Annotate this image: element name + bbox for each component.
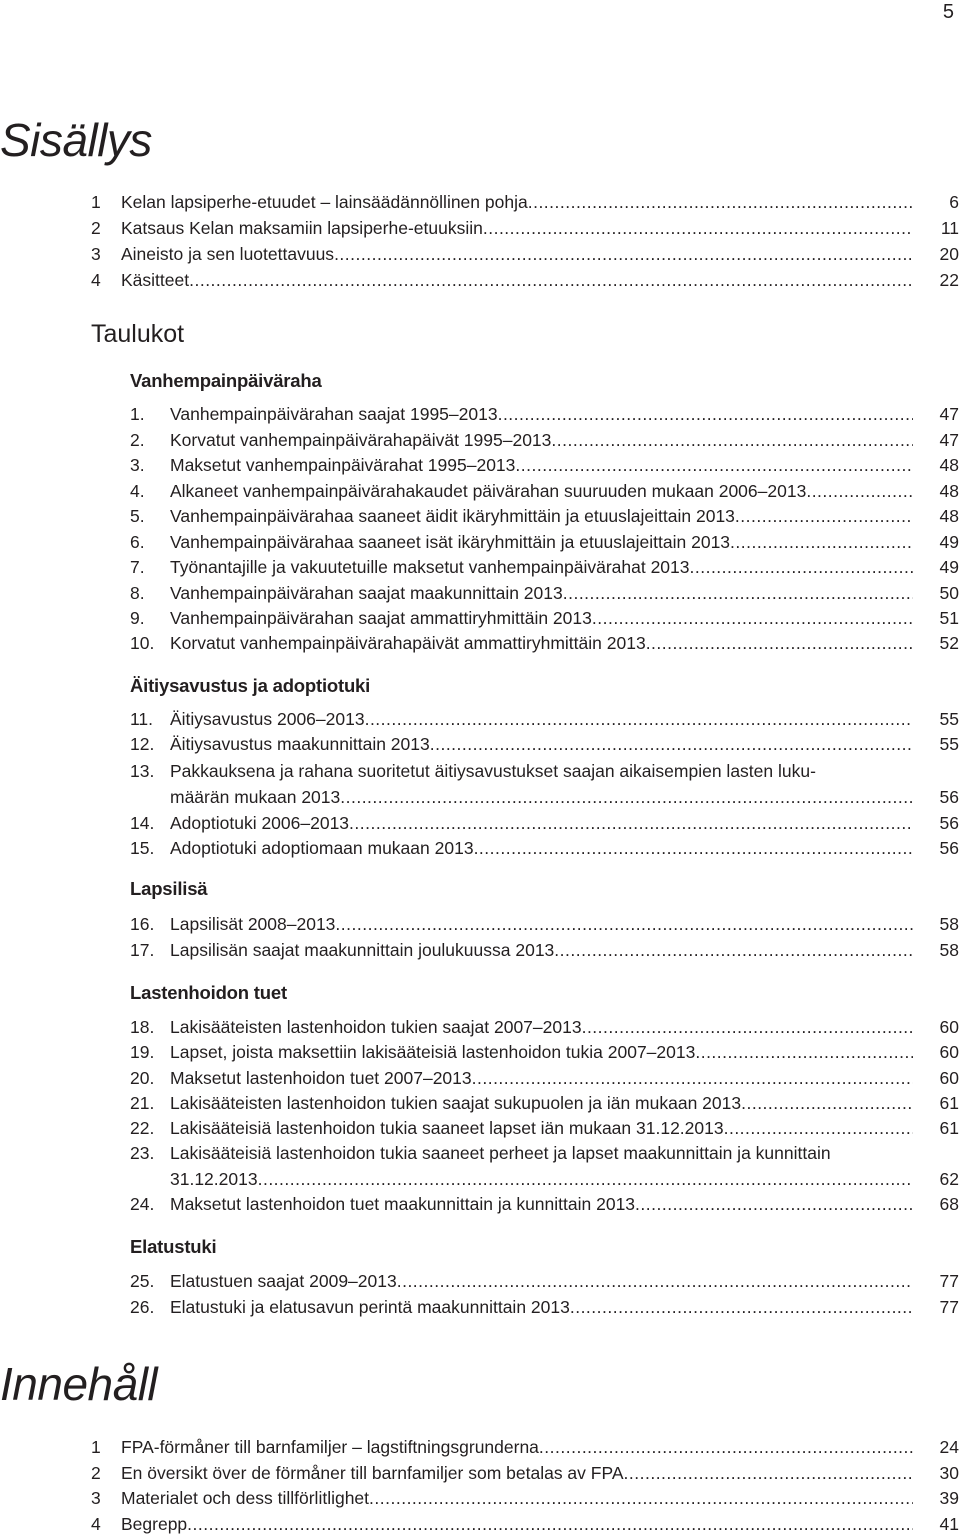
- entry-page: 60: [939, 1068, 959, 1088]
- entry-title: Työnantajille ja vakuutetuille maksetut vanhempainpäivärahat 2013: [170, 557, 690, 577]
- entry-number: 12.: [130, 734, 155, 754]
- entry-page: 77: [939, 1297, 959, 1317]
- entry-number: 17.: [130, 940, 155, 960]
- entry-page: 58: [939, 914, 959, 934]
- toc-entry[interactable]: [91, 913, 959, 935]
- entry-page: 52: [939, 633, 959, 653]
- entry-number: 7.: [130, 557, 145, 577]
- toc-entry[interactable]: [91, 217, 959, 239]
- entry-number: 16.: [130, 914, 155, 934]
- entry-title-continued: määrän mukaan 2013: [170, 787, 341, 807]
- entry-page: 41: [939, 1514, 959, 1534]
- entry-number: 24.: [130, 1194, 155, 1214]
- section-heading-parental-allowance: Vanhempainpäiväraha: [130, 370, 322, 391]
- entry-page: 48: [939, 455, 959, 475]
- entry-page: 49: [939, 532, 959, 552]
- dot-leader: [528, 191, 913, 213]
- entry-page: 48: [939, 481, 959, 501]
- section-heading-childcare-allowances: Lastenhoidon tuet: [130, 982, 287, 1003]
- dot-leader: [806, 480, 913, 502]
- entry-page: 62: [939, 1169, 959, 1189]
- dot-leader: [735, 505, 913, 527]
- entry-number: 26.: [130, 1297, 155, 1317]
- toc-entry[interactable]: [91, 1092, 959, 1114]
- entry-number: 10.: [130, 633, 155, 653]
- toc-entry[interactable]: [91, 1016, 959, 1038]
- entry-number: 3: [91, 1488, 101, 1508]
- toc-entry[interactable]: [91, 403, 959, 425]
- entry-title: Adoptiotuki adoptiomaan mukaan 2013: [170, 838, 474, 858]
- entry-title: Lapsilisän saajat maakunnittain joulukuussa 2013: [170, 940, 555, 960]
- entry-title: Lakisääteisiä lastenhoidon tukia saaneet perheet ja lapset maakunnittain ja kunnittain: [170, 1143, 831, 1163]
- entry-number: 19.: [130, 1042, 155, 1062]
- toc-entry[interactable]: [91, 1487, 959, 1509]
- dot-leader: [349, 812, 913, 834]
- toc-entry[interactable]: [91, 269, 959, 291]
- dot-leader: [365, 708, 913, 730]
- entry-page: 50: [939, 583, 959, 603]
- entry-title: Lapsilisät 2008–2013: [170, 914, 336, 934]
- entry-number: 15.: [130, 838, 155, 858]
- entry-title: Lapset, joista maksettiin lakisääteisiä lastenhoidon tukia 2007–2013: [170, 1042, 696, 1062]
- toc-entry-continuation[interactable]: [91, 786, 959, 808]
- dot-leader: [592, 607, 913, 629]
- toc-entry[interactable]: [91, 243, 959, 265]
- entry-title: Kelan lapsiperhe-etuudet – lainsäädännöllinen pohja: [121, 192, 528, 212]
- entry-title-continued: 31.12.2013: [170, 1169, 258, 1189]
- entry-number: 1: [91, 1437, 101, 1457]
- entry-number: 1.: [130, 404, 145, 424]
- section-heading-maintenance-allowance: Elatustuki: [130, 1236, 217, 1257]
- dot-leader: [340, 786, 913, 808]
- entry-title: Äitiysavustus maakunnittain 2013: [170, 734, 430, 754]
- entry-number: 22.: [130, 1118, 155, 1138]
- dot-leader: [624, 1462, 913, 1484]
- tables-subheading: Taulukot: [91, 320, 185, 348]
- entry-title: Vanhempainpäivärahan saajat maakunnittain 2013: [170, 583, 563, 603]
- entry-title: En översikt över de förmåner till barnfamiljer som betalas av FPA: [121, 1463, 624, 1483]
- toc-entry[interactable]: [91, 607, 959, 629]
- toc-entry[interactable]: [91, 505, 959, 527]
- toc-entry[interactable]: [91, 1193, 959, 1215]
- entry-number: 4.: [130, 481, 145, 501]
- dot-leader: [334, 243, 913, 265]
- entry-page: 55: [939, 709, 959, 729]
- entry-number: 3: [91, 244, 101, 264]
- dot-leader: [551, 429, 913, 451]
- toc-entry[interactable]: [91, 1142, 959, 1164]
- toc-entry[interactable]: [91, 582, 959, 604]
- toc-entry[interactable]: [91, 556, 959, 578]
- entry-page: 60: [939, 1042, 959, 1062]
- entry-title: Lakisääteisten lastenhoidon tukien saajat 2007–2013: [170, 1017, 582, 1037]
- entry-number: 9.: [130, 608, 145, 628]
- toc-entry[interactable]: [91, 837, 959, 859]
- entry-number: 5.: [130, 506, 145, 526]
- entry-title: Alkaneet vanhempainpäivärahakaudet päivärahan suuruuden mukaan 2006–2013: [170, 481, 807, 501]
- dot-leader: [472, 1067, 913, 1089]
- dot-leader: [258, 1168, 913, 1190]
- entry-title: Lakisääteisiä lastenhoidon tukia saaneet lapset iän mukaan 31.12.2013: [170, 1118, 724, 1138]
- entry-number: 2: [91, 1463, 101, 1483]
- entry-page: 6: [949, 192, 959, 212]
- toc-entry[interactable]: [91, 429, 959, 451]
- dot-leader: [635, 1193, 913, 1215]
- dot-leader: [570, 1296, 913, 1318]
- dot-leader: [369, 1487, 913, 1509]
- entry-title: Katsaus Kelan maksamiin lapsiperhe-etuuksiin: [121, 218, 483, 238]
- entry-title: Vanhempainpäivärahaa saaneet isät ikäryhmittäin ja etuuslajeittain 2013: [170, 532, 731, 552]
- entry-number: 2.: [130, 430, 145, 450]
- toc-entry[interactable]: [91, 454, 959, 476]
- dot-leader: [554, 939, 913, 961]
- toc-entry[interactable]: [91, 632, 959, 654]
- contents-heading-fi: Sisällys: [0, 114, 152, 166]
- entry-page: 56: [939, 787, 959, 807]
- toc-entry[interactable]: [91, 812, 959, 834]
- entry-page: 11: [940, 218, 959, 238]
- entry-title: FPA-förmåner till barnfamiljer – lagstiftningsgrunderna: [121, 1437, 539, 1457]
- entry-title: Äitiysavustus 2006–2013: [170, 709, 365, 729]
- toc-entry[interactable]: [91, 1513, 959, 1535]
- section-heading-child-benefit: Lapsilisä: [130, 878, 208, 899]
- dot-leader: [397, 1270, 913, 1292]
- entry-page: 61: [939, 1118, 959, 1138]
- toc-entry[interactable]: [91, 733, 959, 755]
- dot-leader: [483, 217, 913, 239]
- entry-number: 8.: [130, 583, 145, 603]
- entry-number: 4: [91, 1514, 101, 1534]
- entry-title: Vanhempainpäivärahan saajat ammattiryhmittäin 2013: [170, 608, 592, 628]
- entry-page: 68: [939, 1194, 959, 1214]
- dot-leader: [539, 1436, 913, 1458]
- entry-title: Begrepp: [121, 1514, 188, 1534]
- entry-title: Materialet och dess tillförlitlighet: [121, 1488, 370, 1508]
- entry-number: 11.: [130, 709, 154, 729]
- toc-entry[interactable]: [91, 708, 959, 730]
- entry-title: Vanhempainpäivärahaa saaneet äidit ikäryhmittäin ja etuuslajeittain 2013: [170, 506, 735, 526]
- entry-number: 20.: [130, 1068, 155, 1088]
- entry-number: 6.: [130, 532, 145, 552]
- entry-number: 2: [91, 218, 101, 238]
- toc-entry[interactable]: [91, 1462, 959, 1484]
- toc-entry[interactable]: [91, 1067, 959, 1089]
- entry-number: 25.: [130, 1271, 155, 1291]
- dot-leader: [724, 1117, 913, 1139]
- dot-leader: [690, 556, 914, 578]
- entry-title: Aineisto ja sen luotettavuus: [121, 244, 335, 264]
- entry-title: Adoptiotuki 2006–2013: [170, 813, 350, 833]
- entry-title: Maksetut lastenhoidon tuet maakunnittain ja kunnittain 2013: [170, 1194, 636, 1214]
- entry-page: 58: [939, 940, 959, 960]
- entry-page: 56: [939, 813, 959, 833]
- entry-number: 13.: [130, 761, 155, 781]
- toc-entry[interactable]: [91, 1296, 959, 1318]
- entry-page: 47: [939, 430, 959, 450]
- entry-number: 21.: [130, 1093, 155, 1113]
- entry-number: 3.: [130, 455, 145, 475]
- entry-title: Lakisääteisten lastenhoidon tukien saajat sukupuolen ja iän mukaan 2013: [170, 1093, 742, 1113]
- toc-entry-continuation[interactable]: [91, 1168, 959, 1190]
- entry-page: 77: [939, 1271, 959, 1291]
- dot-leader: [582, 1016, 913, 1038]
- entry-page: 49: [939, 557, 959, 577]
- toc-entry[interactable]: [91, 1117, 959, 1139]
- entry-page: 30: [939, 1463, 959, 1483]
- entry-title: Korvatut vanhempainpäivärahapäivät 1995–2013: [170, 430, 552, 450]
- toc-entry[interactable]: [91, 760, 959, 782]
- dot-leader: [187, 1513, 913, 1535]
- dot-leader: [695, 1041, 913, 1063]
- dot-leader: [189, 269, 913, 291]
- entry-title: Elatustuki ja elatusavun perintä maakunnittain 2013: [170, 1297, 570, 1317]
- toc-entry[interactable]: [91, 480, 959, 502]
- page-number: 5: [942, 1, 954, 23]
- toc-entry[interactable]: [91, 1270, 959, 1292]
- entry-title: Elatustuen saajat 2009–2013: [170, 1271, 397, 1291]
- toc-entry[interactable]: [91, 191, 959, 213]
- entry-page: 47: [939, 404, 959, 424]
- entry-page: 24: [939, 1437, 959, 1457]
- entry-title: Pakkauksena ja rahana suoritetut äitiysavustukset saajan aikaisempien lasten luku-: [170, 761, 816, 781]
- entry-page: 61: [939, 1093, 959, 1113]
- entry-page: 22: [939, 270, 959, 290]
- entry-page: 51: [939, 608, 959, 628]
- entry-title: Maksetut lastenhoidon tuet 2007–2013: [170, 1068, 472, 1088]
- entry-title: Maksetut vanhempainpäivärahat 1995–2013: [170, 455, 516, 475]
- dot-leader: [730, 531, 913, 553]
- dot-leader: [498, 403, 913, 425]
- dot-leader: [563, 582, 913, 604]
- entry-number: 1: [91, 192, 101, 212]
- entry-page: 56: [939, 838, 959, 858]
- dot-leader: [430, 733, 913, 755]
- contents-heading-sv: Innehåll: [0, 1358, 158, 1410]
- entry-page: 39: [939, 1488, 959, 1508]
- dot-leader: [474, 837, 913, 859]
- entry-number: 4: [91, 270, 101, 290]
- toc-entry[interactable]: [91, 1041, 959, 1063]
- dot-leader: [515, 454, 913, 476]
- section-heading-maternity-grant: Äitiysavustus ja adoptiotuki: [130, 675, 371, 696]
- entry-number: 23.: [130, 1143, 155, 1163]
- entry-title: Käsitteet: [121, 270, 190, 290]
- entry-page: 60: [939, 1017, 959, 1037]
- entry-title: Korvatut vanhempainpäivärahapäivät ammattiryhmittäin 2013: [170, 633, 646, 653]
- toc-entry[interactable]: [91, 1436, 959, 1458]
- toc-entry[interactable]: [91, 531, 959, 553]
- dot-leader: [741, 1092, 913, 1114]
- entry-page: 20: [939, 244, 959, 264]
- dot-leader: [646, 632, 913, 654]
- entry-title: Vanhempainpäivärahan saajat 1995–2013: [170, 404, 498, 424]
- entry-page: 48: [939, 506, 959, 526]
- entry-page: 55: [939, 734, 959, 754]
- dot-leader: [335, 913, 913, 935]
- entry-number: 14.: [130, 813, 155, 833]
- toc-entry[interactable]: [91, 939, 959, 961]
- entry-number: 18.: [130, 1017, 155, 1037]
